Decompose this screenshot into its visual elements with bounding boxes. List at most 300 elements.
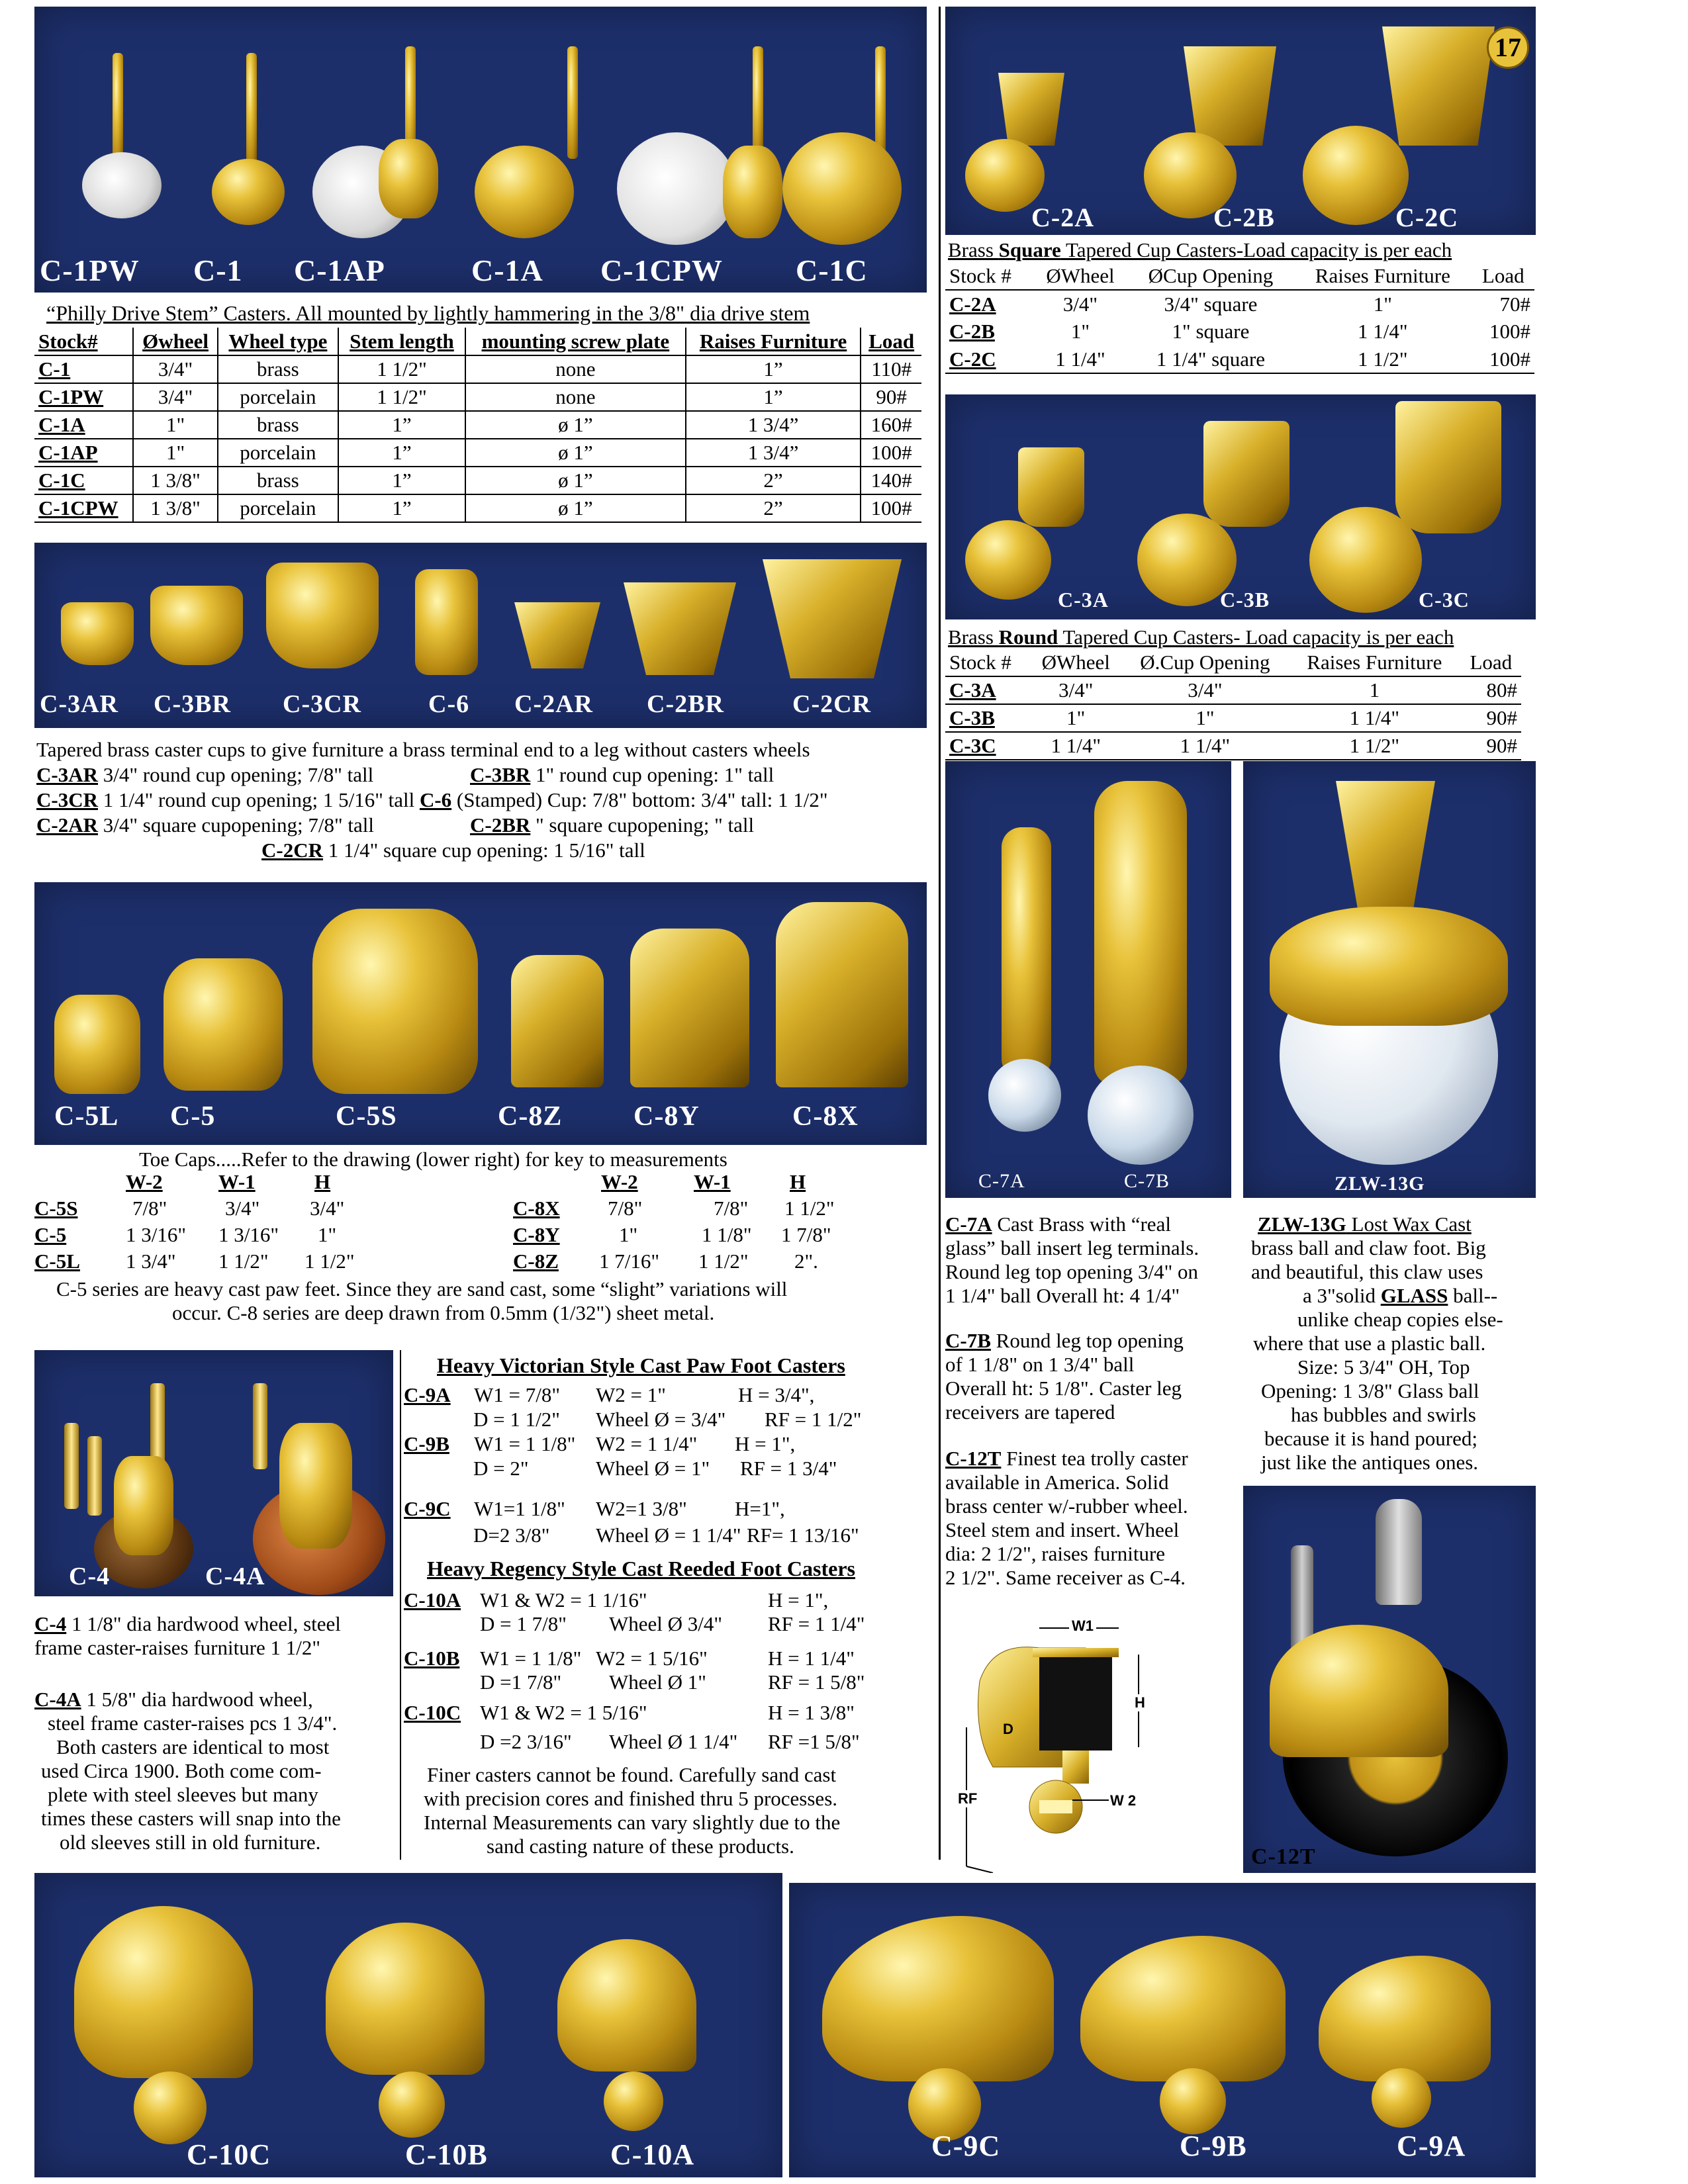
sleeve-image: [87, 1436, 102, 1516]
table-cell: 160#: [861, 411, 921, 439]
spec-value: D =1 7/8": [480, 1670, 562, 1694]
stock-code: C-6: [419, 788, 452, 811]
dimension: 1 1/2": [305, 1250, 355, 1273]
product-label: C-1PW: [40, 253, 140, 287]
stock-code: C-4: [34, 1612, 67, 1635]
table-header-row: [945, 649, 1521, 676]
c7a-desc-line: 1 1/4" ball Overall ht: 4 1/4": [945, 1284, 1180, 1307]
stock-code: C-7B: [945, 1329, 991, 1352]
table-cell: 1": [1196, 706, 1215, 729]
c7b-desc-line: of 1 1/8" on 1 3/4" ball: [945, 1353, 1135, 1376]
c10-photo-panel: [34, 1873, 782, 2177]
c12-desc-line: brass center w/-rubber wheel.: [945, 1494, 1188, 1518]
zlw-desc-line: where that use a plastic ball.: [1253, 1332, 1486, 1355]
paw-caster-image: [1080, 1936, 1286, 2081]
frame-image: [1270, 1625, 1448, 1757]
table-cell: 3/4": [1058, 678, 1094, 702]
c4-divider: [400, 1350, 401, 1860]
frame-image: [114, 1456, 173, 1555]
c1-spec-table: [34, 328, 921, 523]
column-header: Stem length: [338, 328, 465, 355]
table-cell: 1 3/8": [133, 467, 217, 494]
table-header-row: [34, 328, 921, 355]
frame-image: [279, 1423, 352, 1549]
cup-image: [150, 586, 243, 665]
table-cell: C-3A: [949, 678, 996, 702]
desc: 1" round cup opening: 1" tall: [530, 763, 774, 786]
stock-code: C-8Y: [513, 1223, 560, 1246]
stock-code: C-3BR: [470, 763, 531, 786]
table-row: [34, 439, 921, 467]
c4-desc-line: [34, 1612, 341, 1636]
table-cell: 3/4" square: [1164, 292, 1258, 316]
paw-foot-image: [54, 995, 140, 1094]
c3-photo-panel: [945, 394, 1536, 619]
table-cell: none: [465, 383, 686, 411]
product-label: C-1CPW: [600, 253, 723, 287]
c1-caption: “Philly Drive Stem” Casters. All mounted by lightly hammering in the 3/8" dia drive stem: [46, 301, 810, 325]
page-number-badge: 17: [1487, 26, 1529, 69]
cups-line-3a: [36, 813, 374, 837]
dimension: 7/8": [714, 1197, 749, 1220]
table-cell: 1 1/4" square: [1156, 347, 1266, 371]
reeded-foot-image: [557, 1939, 696, 2071]
column-header: Load: [1481, 263, 1524, 287]
table-cell: brass: [218, 467, 338, 494]
table-row: [34, 355, 921, 383]
caster-image: [1309, 507, 1422, 613]
spec-value: RF = 1 5/8": [768, 1670, 865, 1694]
caster-image: [1303, 126, 1409, 225]
spec-value: H = 3/4",: [738, 1383, 815, 1406]
product-label: C-4: [69, 1563, 111, 1590]
c2-title-post: Tapered Cup Casters-Load capacity is per each: [1060, 238, 1452, 261]
table-cell: C-1AP: [34, 439, 133, 467]
table-cell: ø 1”: [465, 494, 686, 522]
spec-value: W1 = 1 1/8": [474, 1432, 576, 1455]
column-header: Stock#: [34, 328, 133, 355]
cup-image: [266, 563, 379, 668]
table-row: [34, 467, 921, 494]
c2-photo-panel: [945, 7, 1536, 235]
table-cell: 1" square: [1172, 320, 1250, 343]
spec-value: W2=1 3/8": [596, 1497, 687, 1520]
spec-value: H = 1",: [768, 1588, 829, 1612]
column-header: ØCup Opening: [1148, 263, 1274, 287]
cup-image: [1184, 46, 1276, 146]
table-cell: 140#: [861, 467, 921, 494]
table-cell: 90#: [1486, 734, 1517, 757]
caster-wheel-image: [604, 2071, 663, 2131]
column-header: Øwheel: [133, 328, 217, 355]
column-header: Stock #: [949, 650, 1011, 674]
table-cell: 3/4": [133, 355, 217, 383]
zlw-desc-line: just like the antiques ones.: [1261, 1451, 1479, 1474]
cups-line-2: [36, 788, 828, 812]
stock-code: C-10B: [404, 1647, 460, 1670]
table-cell: brass: [218, 355, 338, 383]
table-cell: 1”: [338, 411, 465, 439]
caster-wheel-image: [379, 2071, 445, 2138]
reeded-foot-image: [326, 1923, 485, 2075]
desc: Finest tea trolly caster: [1001, 1447, 1188, 1470]
spec-value: D = 2": [473, 1457, 529, 1480]
table-cell: 1 1/2": [1349, 734, 1400, 757]
caster-image: [753, 46, 763, 159]
caster-image: [875, 46, 886, 159]
product-label: C-1: [193, 253, 243, 287]
table-row: [34, 494, 921, 522]
column-header: W-2: [601, 1170, 638, 1193]
c4a-desc-line: used Circa 1900. Both come com-: [41, 1759, 322, 1782]
spec-value: D = 1 7/8": [480, 1612, 567, 1635]
spec-value: Wheel Ø = 1": [596, 1457, 710, 1480]
spec-value: W2 = 1 1/4": [596, 1432, 698, 1455]
product-label: C-2BR: [647, 690, 724, 718]
zlw-desc-line: [1303, 1284, 1497, 1308]
table-row: [945, 290, 1534, 318]
c4a-desc-line: plete with steel sleeves but many: [48, 1783, 318, 1806]
spec-value: Wheel Ø = 1 1/4": [596, 1524, 741, 1547]
table-cell: porcelain: [218, 383, 338, 411]
spec-value: RF = 1 1/2": [765, 1408, 862, 1431]
stock-code: C-5: [34, 1223, 67, 1246]
product-label: C-10B: [405, 2138, 488, 2171]
c2-title: [948, 238, 1452, 262]
leg-image: [1094, 781, 1187, 1085]
leg-image: [1002, 827, 1051, 1079]
product-label: C-8X: [792, 1101, 859, 1132]
c7-photo-panel: [945, 761, 1231, 1198]
table-cell: 110#: [861, 355, 921, 383]
column-header: W-1: [694, 1170, 731, 1193]
spec-value: Wheel Ø 1": [609, 1670, 706, 1694]
table-row: [945, 704, 1521, 732]
stem-image: [1376, 1499, 1422, 1605]
product-label: C-10C: [187, 2138, 271, 2171]
table-cell: ø 1”: [465, 467, 686, 494]
table-cell: 3/4": [1062, 292, 1098, 316]
table-cell: 1 3/4”: [686, 411, 861, 439]
c12-desc-line: Steel stem and insert. Wheel: [945, 1518, 1180, 1541]
c4a-desc-line: old sleeves still in old furniture.: [60, 1831, 321, 1854]
product-label: C-2AR: [514, 690, 593, 718]
toe-cap-image: [630, 929, 749, 1087]
product-label: C-9A: [1397, 2130, 1466, 2162]
c2-title-pre: Brass: [948, 238, 999, 261]
spec-value: W2 = 1 5/16": [596, 1647, 708, 1670]
product-label: C-2B: [1213, 203, 1275, 232]
diagram-label-d: D: [1003, 1721, 1013, 1737]
c12-desc-line: dia: 2 1/2", raises furniture: [945, 1542, 1166, 1565]
table-cell: 2”: [686, 467, 861, 494]
stock-code: C-2AR: [36, 813, 98, 837]
c10-title: Heavy Regency Style Cast Reeded Foot Casters: [427, 1557, 855, 1580]
table-cell: ø 1”: [465, 439, 686, 467]
dimension: 1 3/16": [218, 1223, 279, 1246]
dimension: 1 1/8": [702, 1223, 752, 1246]
toe-caption: Toe Caps.....Refer to the drawing (lower right) for key to measurements: [139, 1148, 727, 1171]
table-cell: 1": [133, 411, 217, 439]
stock-code: C-10A: [404, 1588, 461, 1612]
table-cell: C-2B: [949, 320, 995, 343]
table-cell: 100#: [861, 494, 921, 522]
cup-image: [763, 559, 902, 678]
stock-code: C-10C: [404, 1701, 461, 1724]
caster-image: [965, 139, 1045, 212]
desc: a 3"solid: [1303, 1284, 1381, 1307]
table-header-row: [945, 262, 1534, 290]
caster-wheel-image: [1160, 2068, 1226, 2134]
table-cell: 1 1/4": [1051, 734, 1101, 757]
product-label: C-7B: [1124, 1170, 1170, 1192]
product-label: C-8Y: [633, 1101, 700, 1132]
toe-cap-image: [776, 902, 908, 1087]
spec-value: W1 & W2 = 1 1/16": [480, 1588, 647, 1612]
c12-photo-panel: [1243, 1486, 1536, 1873]
stock-code: C-2BR: [470, 813, 531, 837]
column-header: Raises Furniture: [1307, 650, 1442, 674]
c12-desc-line: [945, 1447, 1188, 1471]
spec-value: D =2 3/16": [480, 1730, 572, 1753]
glass-ball-image: [988, 1059, 1061, 1132]
c12-desc-line: available in America. Solid: [945, 1471, 1169, 1494]
spec-value: H = 1 3/8": [768, 1701, 855, 1724]
c3-title-post: Tapered Cup Casters- Load capacity is per each: [1058, 625, 1454, 649]
c4a-desc-line: times these casters will snap into the: [41, 1807, 341, 1830]
column-header: Ø.Cup Opening: [1140, 650, 1270, 674]
spec-value: W1=1 1/8": [474, 1497, 565, 1520]
table-cell: 1: [1369, 678, 1380, 702]
caster-image: [965, 520, 1051, 600]
c3-title-em: Round: [998, 625, 1058, 649]
spec-value: W1 = 1 1/8": [480, 1647, 582, 1670]
desc: " square cupopening; " tall: [530, 813, 755, 837]
column-header: H: [790, 1170, 806, 1193]
table-cell: 1”: [338, 494, 465, 522]
c3-title-pre: Brass: [948, 625, 999, 649]
product-label: C-3BR: [154, 690, 231, 718]
glass-ball-image: [1088, 1066, 1194, 1165]
diagram-label-w1: W1: [1069, 1617, 1096, 1635]
table-cell: 2”: [686, 494, 861, 522]
stock-code: C-8X: [513, 1197, 560, 1220]
c7b-desc-line: [945, 1329, 1184, 1353]
table-cell: 70#: [1499, 292, 1530, 316]
desc: Cast Brass with “real: [992, 1212, 1171, 1236]
caster-wheel-image: [134, 2071, 207, 2144]
dimension: 3/4": [225, 1197, 260, 1220]
desc: 1 1/4" square cup opening: 1 5/16" tall: [323, 839, 645, 862]
product-label: C-2CR: [792, 690, 871, 718]
desc-em: GLASS: [1380, 1284, 1448, 1307]
spec-value: H = 1",: [735, 1432, 796, 1455]
product-label: C-9B: [1180, 2130, 1247, 2162]
c4-photo-panel: [34, 1350, 393, 1596]
dimension: 1 7/8": [781, 1223, 831, 1246]
table-cell: 1 3/8": [133, 494, 217, 522]
spec-value: W2 = 1": [596, 1383, 666, 1406]
table-cell: 1 1/4": [1358, 320, 1408, 343]
product-label: C-3AR: [40, 690, 118, 718]
caster-image: [475, 146, 574, 238]
c3-title: [948, 625, 1454, 649]
paw-foot-image: [312, 909, 478, 1094]
cups-line-4: [261, 839, 645, 862]
column-header: Wheel type: [218, 328, 338, 355]
caster-image: [617, 132, 736, 245]
table-cell: 1 1/2": [338, 355, 465, 383]
column-header: Stock #: [949, 263, 1011, 287]
table-cell: C-1: [34, 355, 133, 383]
spec-value: RF =1 5/8": [768, 1730, 860, 1753]
table-cell: 1”: [338, 467, 465, 494]
table-cell: C-1PW: [34, 383, 133, 411]
spec-value: RF = 1 3/4": [740, 1457, 837, 1480]
table-row: [34, 411, 921, 439]
table-cell: 3/4": [133, 383, 217, 411]
sleeve-image: [64, 1423, 79, 1509]
stock-code: C-3AR: [36, 763, 98, 786]
table-cell: brass: [218, 411, 338, 439]
dimension: 1": [619, 1223, 638, 1246]
cups-line-1a: [36, 763, 373, 787]
table-cell: 90#: [1486, 706, 1517, 729]
dimension: 1 7/16": [599, 1250, 660, 1273]
table-cell: porcelain: [218, 439, 338, 467]
stock-code: C-5L: [34, 1250, 80, 1273]
stock-code: C-2CR: [261, 839, 323, 862]
dimension: 1 3/4": [126, 1250, 176, 1273]
dimension: 1 1/2": [218, 1250, 269, 1273]
product-label: C-1A: [471, 253, 543, 287]
table-row: [945, 676, 1521, 704]
table-cell: 1 1/4": [1055, 347, 1105, 371]
column-divider: [939, 7, 941, 1860]
toe-note-1: C-5 series are heavy cast paw feet. Since they are sand cast, some “slight” variations will: [56, 1277, 788, 1300]
table-cell: 1 1/2": [1358, 347, 1408, 371]
reeded-foot-image: [74, 1906, 253, 2078]
cup-image: [1018, 447, 1084, 527]
dimension: 2".: [794, 1250, 818, 1273]
cup-image: [624, 582, 736, 675]
cup-image: [415, 569, 478, 675]
table-cell: C-2C: [949, 347, 996, 371]
spec-value: Wheel Ø 3/4": [609, 1612, 723, 1635]
dimension: 7/8": [132, 1197, 167, 1220]
table-cell: ø 1”: [465, 411, 686, 439]
stock-code: C-9A: [404, 1383, 451, 1406]
caster-image: [567, 46, 578, 159]
c7a-desc-line: Round leg top opening 3/4" on: [945, 1260, 1199, 1283]
table-cell: 1 1/4": [1180, 734, 1231, 757]
paw-caster-image: [822, 1916, 1054, 2081]
caster-image: [246, 53, 257, 165]
product-label: C-3CR: [283, 690, 361, 718]
paw-caster-image: [1319, 1956, 1491, 2081]
claw-image: [1336, 781, 1435, 927]
desc: Round leg top opening: [990, 1329, 1184, 1352]
table-cell: 1”: [686, 383, 861, 411]
stock-code: C-9B: [404, 1432, 449, 1455]
caster-image: [782, 132, 902, 245]
table-cell: 1 1/4": [1349, 706, 1400, 729]
c10-note-line: Internal Measurements can vary slightly due to the: [424, 1811, 841, 1834]
product-label: C-2C: [1395, 203, 1459, 232]
cups-line-1b: [470, 763, 774, 787]
cup-image: [1382, 26, 1495, 146]
column-header: mounting screw plate: [465, 328, 686, 355]
desc: 1 1/4" round cup opening; 1 5/16" tall: [98, 788, 420, 811]
spec-value: Wheel Ø = 3/4": [596, 1408, 726, 1431]
cups-photo-panel: [34, 543, 927, 728]
stock-code: ZLW-13G: [1258, 1212, 1346, 1236]
c10-note-line: Finer casters cannot be found. Carefully sand cast: [427, 1763, 837, 1786]
zlw-desc-line: Opening: 1 3/8" Glass ball: [1261, 1379, 1479, 1402]
product-label: C-6: [428, 690, 470, 718]
desc: ball--: [1448, 1284, 1498, 1307]
c10-note-line: sand casting nature of these products.: [487, 1835, 794, 1858]
table-cell: C-3C: [949, 734, 996, 757]
stock-code: C-7A: [945, 1212, 992, 1236]
table-cell: none: [465, 355, 686, 383]
zlw-desc-line: Size: 5 3/4" OH, Top: [1297, 1355, 1470, 1379]
caster-image: [82, 152, 162, 218]
zlw-photo-panel: [1243, 761, 1536, 1198]
diagram-label-rf: RF: [958, 1790, 978, 1807]
c4a-desc-line: Both casters are identical to most: [56, 1735, 330, 1758]
product-label: C-3B: [1220, 588, 1270, 612]
c1-photo-panel: [34, 7, 927, 293]
c4-desc-line: frame caster-raises furniture 1 1/2": [34, 1636, 321, 1659]
desc: (Stamped) Cup: 7/8" bottom: 3/4" tall: 1 1/2": [451, 788, 828, 811]
cup-image: [514, 602, 600, 668]
c7b-desc-line: Overall ht: 5 1/8". Caster leg: [945, 1377, 1182, 1400]
table-cell: 1”: [338, 439, 465, 467]
table-cell: 1”: [686, 355, 861, 383]
spec-value: W1 & W2 = 1 5/16": [480, 1701, 647, 1724]
cup-image: [61, 602, 134, 665]
caster-image: [723, 146, 782, 238]
stock-code: C-12T: [945, 1447, 1002, 1470]
product-label: ZLW-13G: [1335, 1173, 1425, 1195]
table-row: [945, 345, 1534, 373]
product-label: C-1C: [796, 253, 868, 287]
stock-code: C-9C: [404, 1497, 451, 1520]
product-label: C-5S: [336, 1101, 397, 1132]
cups-line-3b: [470, 813, 754, 837]
table-row: [945, 732, 1521, 760]
product-label: C-1AP: [294, 253, 385, 287]
stock-code: C-4A: [34, 1688, 81, 1711]
spec-value: RF = 1 1/4": [768, 1612, 865, 1635]
table-cell: 80#: [1486, 678, 1517, 702]
table-cell: C-1CPW: [34, 494, 133, 522]
zlw-desc-line: brass ball and claw foot. Big: [1251, 1236, 1486, 1259]
c9-photo-panel: [789, 1883, 1536, 2177]
toe-cap-image: [511, 955, 604, 1087]
table-cell: 1 1/2": [338, 383, 465, 411]
stock-code: C-8Z: [513, 1250, 559, 1273]
table-cell: 3/4": [1188, 678, 1223, 702]
desc: Lost Wax Cast: [1346, 1212, 1472, 1236]
column-header: Load: [861, 328, 921, 355]
stock-code: C-3CR: [36, 788, 98, 811]
c7b-desc-line: receivers are tapered: [945, 1400, 1115, 1424]
measurement-diagram: [953, 1602, 1231, 1873]
c2-spec-table: [945, 262, 1534, 374]
dimension: 1 1/2": [784, 1197, 835, 1220]
